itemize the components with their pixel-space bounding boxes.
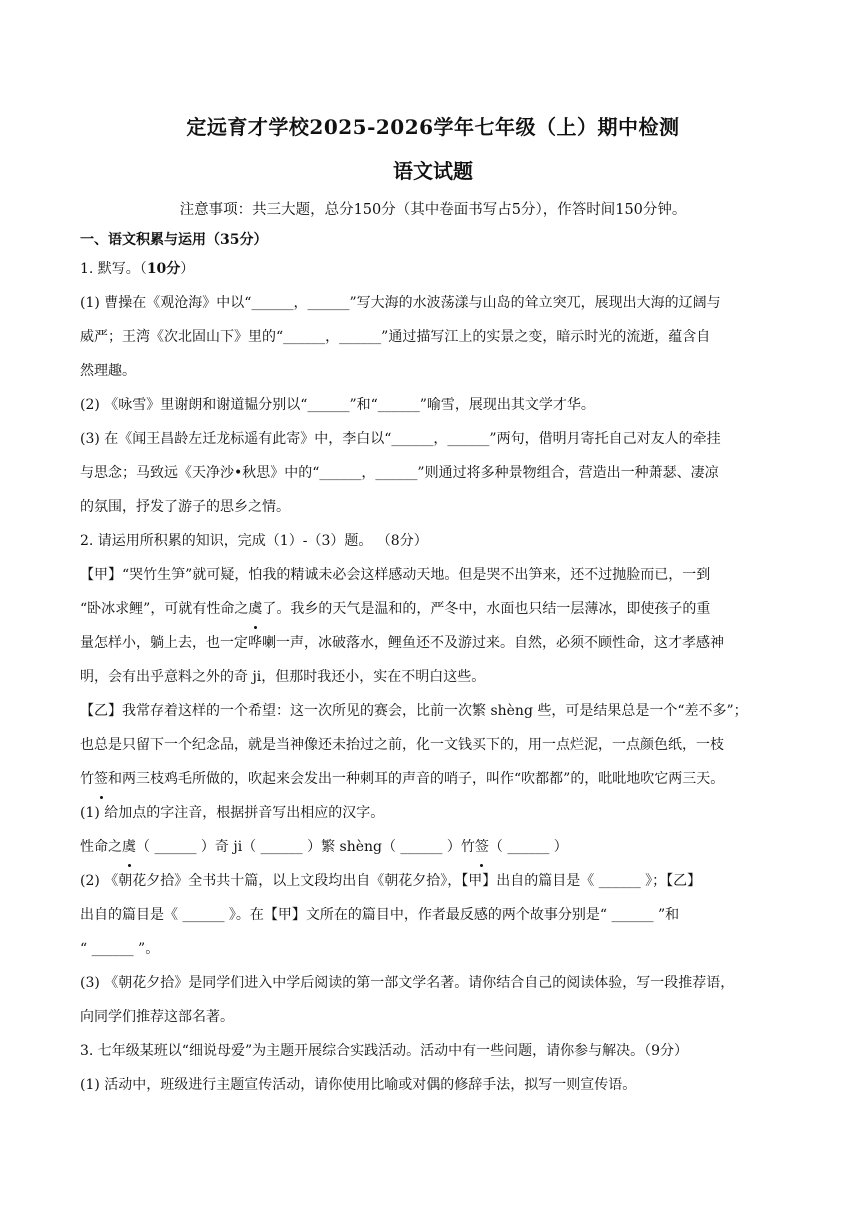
q2-sub2-line1: (2) 《朝花夕拾》全书共十篇，以上文段均出自《朝花夕拾》，【甲】出自的篇目是《 ______ 》；【乙】 [80, 873, 702, 889]
q2-sub1-prompt: (1) 给加点的字注音，根据拼音写出相应的汉字。 [80, 805, 385, 821]
dotted-char-yu-answer: 虞 [122, 830, 136, 864]
q1-part3-line1: (3) 在《闻王昌龄左迁龙标遥有此寄》中，李白以“______，______”两句，借明月寄托自己对友人的牵挂 [80, 431, 721, 447]
passage-yi-line3 [80, 762, 786, 796]
passage-jia-line2-a: “卧冰求鲤”，可就有性命之 [80, 601, 249, 617]
passage-jia-line1: 【甲】“哭竹生笋”就可疑，怕我的精诚未必会这样感动天地。但是哭不出笋来，还不过抛脸而已，一到 [80, 567, 711, 583]
q2-sub1-answer-line [80, 830, 786, 864]
q1-part1-line2: 威严；王湾《次北固山下》里的“______，______”通过描写江上的实景之变，暗示时光的流逝，蕴含自 [80, 329, 711, 345]
passage-jia-line4: 明，会有出乎意料之外的奇 ji，但那时我还小，实在不明白这些。 [80, 669, 486, 685]
section-1-heading: 一、语文积累与运用（35分） [80, 232, 268, 248]
q2-sub1-answer-b: （ ______ ）奇 ji（ ______ ）繁 shèng（ ______ ）竹 [136, 839, 475, 855]
passage-yi-line3-a: 竹 [80, 771, 94, 787]
dotted-char-qian-answer: 签 [475, 830, 489, 864]
q2-sub1-answer-c: （ ______ ） [488, 839, 568, 855]
q1-part1-line1: (1) 曹操在《观沧海》中以“______，______”写大海的水波荡漾与山岛的耸立突兀，展现出大海的辽阔与 [80, 295, 721, 311]
q2-sub2-line3: “ ______ ”。 [80, 941, 160, 957]
q3-sub1-prompt: (1) 活动中，班级进行主题宣传活动，请你使用比喻或对偶的修辞手法，拟写一则宣传语。 [80, 1077, 637, 1093]
q1-part3-line3: 的氛围，抒发了游子的思乡之情。 [80, 499, 290, 515]
passage-yi-line3-b: 和两三枝鸡毛所做的，吹起来会发出一种刺耳的声音的哨子，叫作“吹都都”的，吡吡地吹它两三天。 [108, 771, 725, 787]
q2-sub3-line2: 向同学们推荐这部名著。 [80, 1009, 234, 1025]
question-1-head-end: ） [180, 261, 195, 277]
passage-jia-line2 [80, 592, 786, 626]
question-1-head-score: 10分 [146, 261, 181, 277]
question-3-heading: 3. 七年级某班以“细说母爱”为主题开展综合实践活动。活动中有一些问题，请你参与解决。（9分） [80, 1043, 689, 1059]
q2-sub2-line2: 出自的篇目是《 ______ 》。在【甲】文所在的篇目中，作者最反感的两个故事分别是“ ______ ”和 [80, 907, 680, 923]
question-1-heading [80, 252, 786, 286]
question-1-head-num: 1. 默写。（ [80, 261, 147, 277]
passage-yi-line2: 也总是只留下一个纪念品，就是当神像还未抬过之前，化一文钱买下的，用一点烂泥，一点颜色纸，一枝 [80, 737, 724, 753]
dotted-char-yu: 虞 [248, 592, 262, 626]
passage-yi-line1: 【乙】我常存着这样的一个希望：这一次所见的赛会，比前一次繁 shèng 些，可是结果总是一个“差不多”； [80, 703, 748, 719]
exam-title: 定远育才学校2025-2026学年七年级（上）期中检测 [186, 115, 680, 139]
q1-part1-line3: 然理趣。 [80, 363, 136, 379]
question-2-heading: 2. 请运用所积累的知识，完成（1）-（3）题。 （8分） [80, 533, 428, 549]
q1-part3-line2: 与思念；马致远《天净沙•秋思》中的“______，______”则通过将多种景物组合，营造出一种萧瑟、凄凉 [80, 465, 719, 481]
exam-subtitle: 语文试题 [393, 159, 473, 183]
passage-jia-line2-b: 了。我乡的天气是温和的，严冬中，水面也只结一层薄冰，即使孩子的重 [262, 601, 711, 617]
exam-notice: 注意事项：共三大题，总分150分（其中卷面书写占5分），作答时间150分钟。 [179, 202, 687, 218]
q1-part2: (2) 《咏雪》里谢朗和谢道韫分别以“______”和“______”喻雪，展现出其文学才华。 [80, 397, 595, 413]
q2-sub3-line1: (3) 《朝花夕拾》是同学们进入中学后阅读的第一部文学名著。请你结合自己的阅读体验，写一段推荐语， [80, 975, 735, 991]
q2-sub1-answer-a: 性命之 [80, 839, 122, 855]
dotted-char-qian: 签 [94, 762, 108, 796]
passage-jia-line3: 量怎样小，躺上去，也一定哗喇一声，冰破落水，鲤鱼还不及游过来。自然，必须不顾性命，这才孝感神 [80, 635, 724, 651]
